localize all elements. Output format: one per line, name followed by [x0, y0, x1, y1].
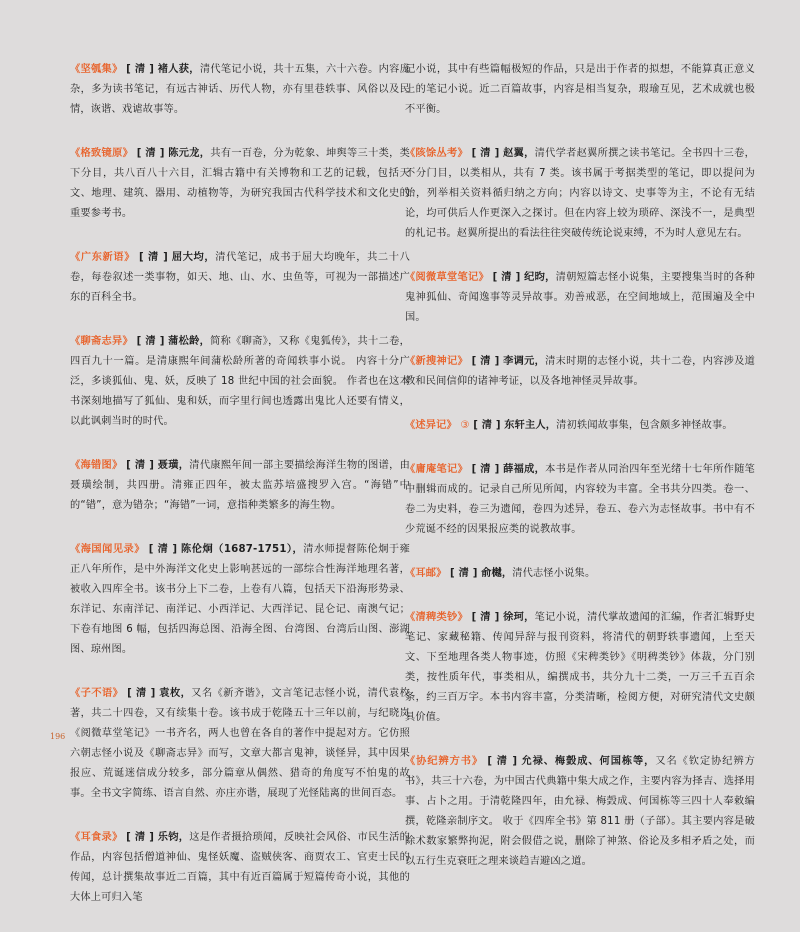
dynasty: [ 清 ] [487, 756, 518, 767]
description: 清代笔记，成书于屈大均晚年，共二十八卷，每卷叙述一类事物，如天、地、山、水、虫鱼等，可视为一部描述广东的百科全书。 [70, 252, 410, 303]
entry-haicuotu [70, 456, 410, 516]
entry-yueweicaotangbiji [405, 268, 755, 328]
author: 李调元， [503, 356, 546, 367]
description: 清代学者赵翼所撰之读书笔记。全书四十三卷，不分门目，以类相从，共有 7 类。该书属于考据类型的笔记，即以提问为始，列举相关资料循归纳之方向；内容以诗文、史事等为主，不论有无结论，均可供后人作更深入之探讨。但在内容上较为琐碎、深浅不一，是典型的札记书。赵翼所提出的看法往往突破传统论说束缚，不为时人意见左右。 [405, 148, 755, 239]
book-title: 《述异记》 [405, 420, 457, 431]
description: 简称《聊斋》，又称《鬼狐传》，共十二卷，四百九十一篇。是清康熙年间蒲松龄所著的奇闻轶事小说。 内容十分广泛，多谈狐仙、鬼、妖，反映了 18 世纪中国的社会面貌。 作者也在这本书深刻地描写了狐仙、鬼和妖，而字里行间也透露出鬼比人还要有情义，以此讽刺当时的时代。 [70, 336, 410, 427]
author: 袁枚， [159, 688, 192, 699]
dynasty: [ 清 ] [136, 148, 165, 159]
dynasty: [ 清 ] [450, 568, 478, 579]
description: 清代志怪小说集。 [512, 568, 596, 579]
dynasty: [ 清 ] [126, 460, 155, 471]
entry-xiejibianfangshu [405, 752, 755, 872]
author: 陈伦炯（1687-1751）， [181, 544, 304, 555]
description: 本书是作者从同治四年至光绪十七年所作随笔中删辑而成的。记录自己所见所闻，内容较为丰富。全书共分四类。卷一、卷二为史料，卷三为遗闻，卷四为述异，卷五、卷六为志怪故事。书中有不少荒诞不经的因果报应类的说教故事。 [405, 464, 755, 535]
dynasty: [ 清 ] [471, 356, 500, 367]
entry-gezhijingyuan [70, 144, 410, 224]
dynasty: [ 清 ] [148, 544, 178, 555]
page-number: 196 [50, 732, 66, 741]
entry-xinsoushenji [405, 352, 755, 392]
dynasty: [ 清 ] [471, 148, 500, 159]
book-title: 《聊斋志异》 [70, 336, 134, 347]
dynasty: [ 清 ] [126, 64, 155, 75]
entry-gaiyucongkao [405, 144, 755, 244]
author: 屈大均， [171, 252, 216, 263]
book-title: 《广东新语》 [70, 252, 136, 263]
book-title: 《坚瓠集》 [70, 64, 123, 75]
dynasty: [ 清 ] [471, 612, 500, 623]
dynasty: [ 清 ] [492, 272, 521, 283]
author: 徐珂， [503, 612, 535, 623]
author: 褚人获， [157, 64, 200, 75]
author: 陈元龙， [168, 148, 211, 159]
entry-liaozhaizhiyi [70, 332, 410, 432]
entry-eryou [405, 564, 755, 584]
entry-shuyiji [405, 416, 755, 436]
book-title: 《陔馀丛考》 [405, 148, 469, 159]
dynasty: [ 清 ] [471, 464, 500, 475]
author: 薛福成， [503, 464, 546, 475]
description: 又名《新齐谐》，文言笔记志怪小说，清代袁枚著，共二十四卷，又有续集十卷。该书成于乾隆五十三年以前，与纪晓岚《阅微草堂笔记》一书齐名，两人也曾在各自的著作中提起对方。它仿照六朝志怪小说及《聊斋志异》而写，文章大都言鬼神，谈怪异，其中因果报应、荒诞迷信成分较多，部分篇章从偶然、猎奇的角度写不怕鬼的故事。全书文字简练、语言自然、亦庄亦谐，展现了光怪陆离的世间百态。 [70, 688, 410, 799]
dynasty: [ 清 ] [138, 252, 168, 263]
book-title: 《子不语》 [70, 688, 124, 699]
book-title: 《耳食录》 [70, 832, 123, 843]
entry-haiguowenjianlu [70, 540, 410, 660]
left-column [70, 60, 410, 932]
description: 这是作者摄拾琐闻，反映社会风俗、市民生活的作品，内容包括僧道神仙、鬼怪妖魔、盗贼侠客、商贾农工、官吏士民的传闻，总计撰集故事近二百篇，其中有近百篇属于短篇传奇小说，其他的大体上可归入笔 [70, 832, 411, 903]
description-continued: 记小说，其中有些篇幅极短的作品，只是出于作者的拟想，不能算真正意义上的笔记小说。近二百篇故事，内容是相当复杂，瑕瑜互见，艺术成就也极不平衡。 [405, 64, 755, 115]
book-title: 《协纪辨方书》 [405, 756, 484, 767]
description: 共有一百卷，分为乾象、坤舆等三十类，类下分目，共八百八十六目，汇辑古籍中有关博物和工艺的记载，包括天文、地理、建筑、器用、动植物等，为研究我国古代科学技术和文化史的重要参考书。 [70, 148, 410, 219]
book-title: 《新搜神记》 [405, 356, 469, 367]
entry-yonganbiji [405, 460, 755, 540]
description: 清初轶闻故事集，包含颇多神怪故事。 [556, 420, 733, 431]
author: 纪昀， [524, 272, 556, 283]
description: 笔记小说，清代掌故遗闻的汇编，作者汇辑野史笔记、家藏秘籍、传闻异辞与报刊资料，将清代的朝野轶事遗闻，上至天文、下至地理各类人物事迹，仿照《宋稗类钞》《明稗类钞》体裁，分门别类，按性质年代，事类相从，编撰成书，共分九十二类，一万三千五百余条，约三百万字。本书内容丰富，分类清晰，检阅方便，对研究清代文史颇具价值。 [405, 612, 755, 723]
entry-jianhuji [70, 60, 410, 120]
entry-guangdongxinyu [70, 248, 410, 308]
author: 东轩主人， [504, 420, 557, 431]
author: 赵翼， [503, 148, 535, 159]
entry-ershilu-continued [405, 60, 755, 120]
description: 清末时期的志怪小说，共十二卷，内容涉及道教和民间信仰的诸神考证，以及各地神怪灵异故事。 [405, 356, 755, 387]
right-column [405, 60, 755, 896]
dynasty: [ 清 ] [473, 420, 501, 431]
author: 允禄、梅瑴成、何国栋等， [521, 756, 656, 767]
author: 蒲松龄， [168, 336, 211, 347]
book-title: 《庸庵笔记》 [405, 464, 469, 475]
description: 清朝短篇志怪小说集，主要搜集当时的各种鬼神狐仙、奇闻逸事等灵异故事。劝善戒恶，在空间地域上，范围遍及全中国。 [405, 272, 755, 323]
description: 又名《钦定协纪辨方书》，共三十六卷，为中国古代典籍中集大成之作，主要内容为择吉、选择用事、占卜之用。于清乾隆四年，由允禄、梅瑴成、何国栋等三四十人奉敕编撰，乾隆亲制序文。 收于《四库全书》第 811 册（子部）。其主要内容是破除术数家繁弊拘泥，附会假借之说，删除了神煞、俗论及多相矛盾之处，而以五行生克衰旺之理来谈趋吉避凶之道。 [405, 756, 755, 867]
book-title: 《耳邮》 [405, 568, 447, 579]
author: 聂璜， [157, 460, 190, 471]
entry-ershilu [70, 828, 410, 908]
description: 清代笔记小说，共十五集，六十六卷。内容庞杂，多为读书笔记，有远古神话、历代人物，亦有里巷轶事、风俗以及民情，诙谐、戏谑故事等。 [70, 64, 411, 115]
entry-qingbaileichao [405, 608, 755, 728]
dynasty: [ 清 ] [127, 688, 156, 699]
dynasty: [ 清 ] [136, 336, 165, 347]
author: 俞樾， [481, 568, 513, 579]
author: 乐钧， [157, 832, 190, 843]
footnote-marker: ③ [460, 420, 470, 431]
book-title: 《海错图》 [70, 460, 123, 471]
book-title: 《海国闻见录》 [70, 544, 145, 555]
description: 清代康熙年间一部主要描绘海洋生物的图谱，由聂璜绘制，共四册。清雍正四年，被太监苏培盛搜罗入宫。“海错”中的“错”，意为错杂；“海错”一词，意指种类繁多的海生物。 [70, 460, 411, 511]
dynasty: [ 清 ] [126, 832, 155, 843]
entry-zibuyu [70, 684, 410, 804]
book-title: 《阅微草堂笔记》 [405, 272, 490, 283]
book-title: 《格致镜原》 [70, 148, 134, 159]
book-title: 《清稗类钞》 [405, 612, 469, 623]
description: 清水师提督陈伦炯于雍正八年所作，是中外海洋文化史上影响甚远的一部综合性海洋地理名著，被收入四库全书。该书分上下二卷，上卷有八篇，包括天下沿海形势录、东洋记、东南洋记、南洋记、小西洋记、大西洋记、昆仑记、南澳气记；下卷有地图 6 幅，包括四海总图、沿海全图、台湾图、台湾后山图、澎湖图、琼州图。 [70, 544, 410, 655]
